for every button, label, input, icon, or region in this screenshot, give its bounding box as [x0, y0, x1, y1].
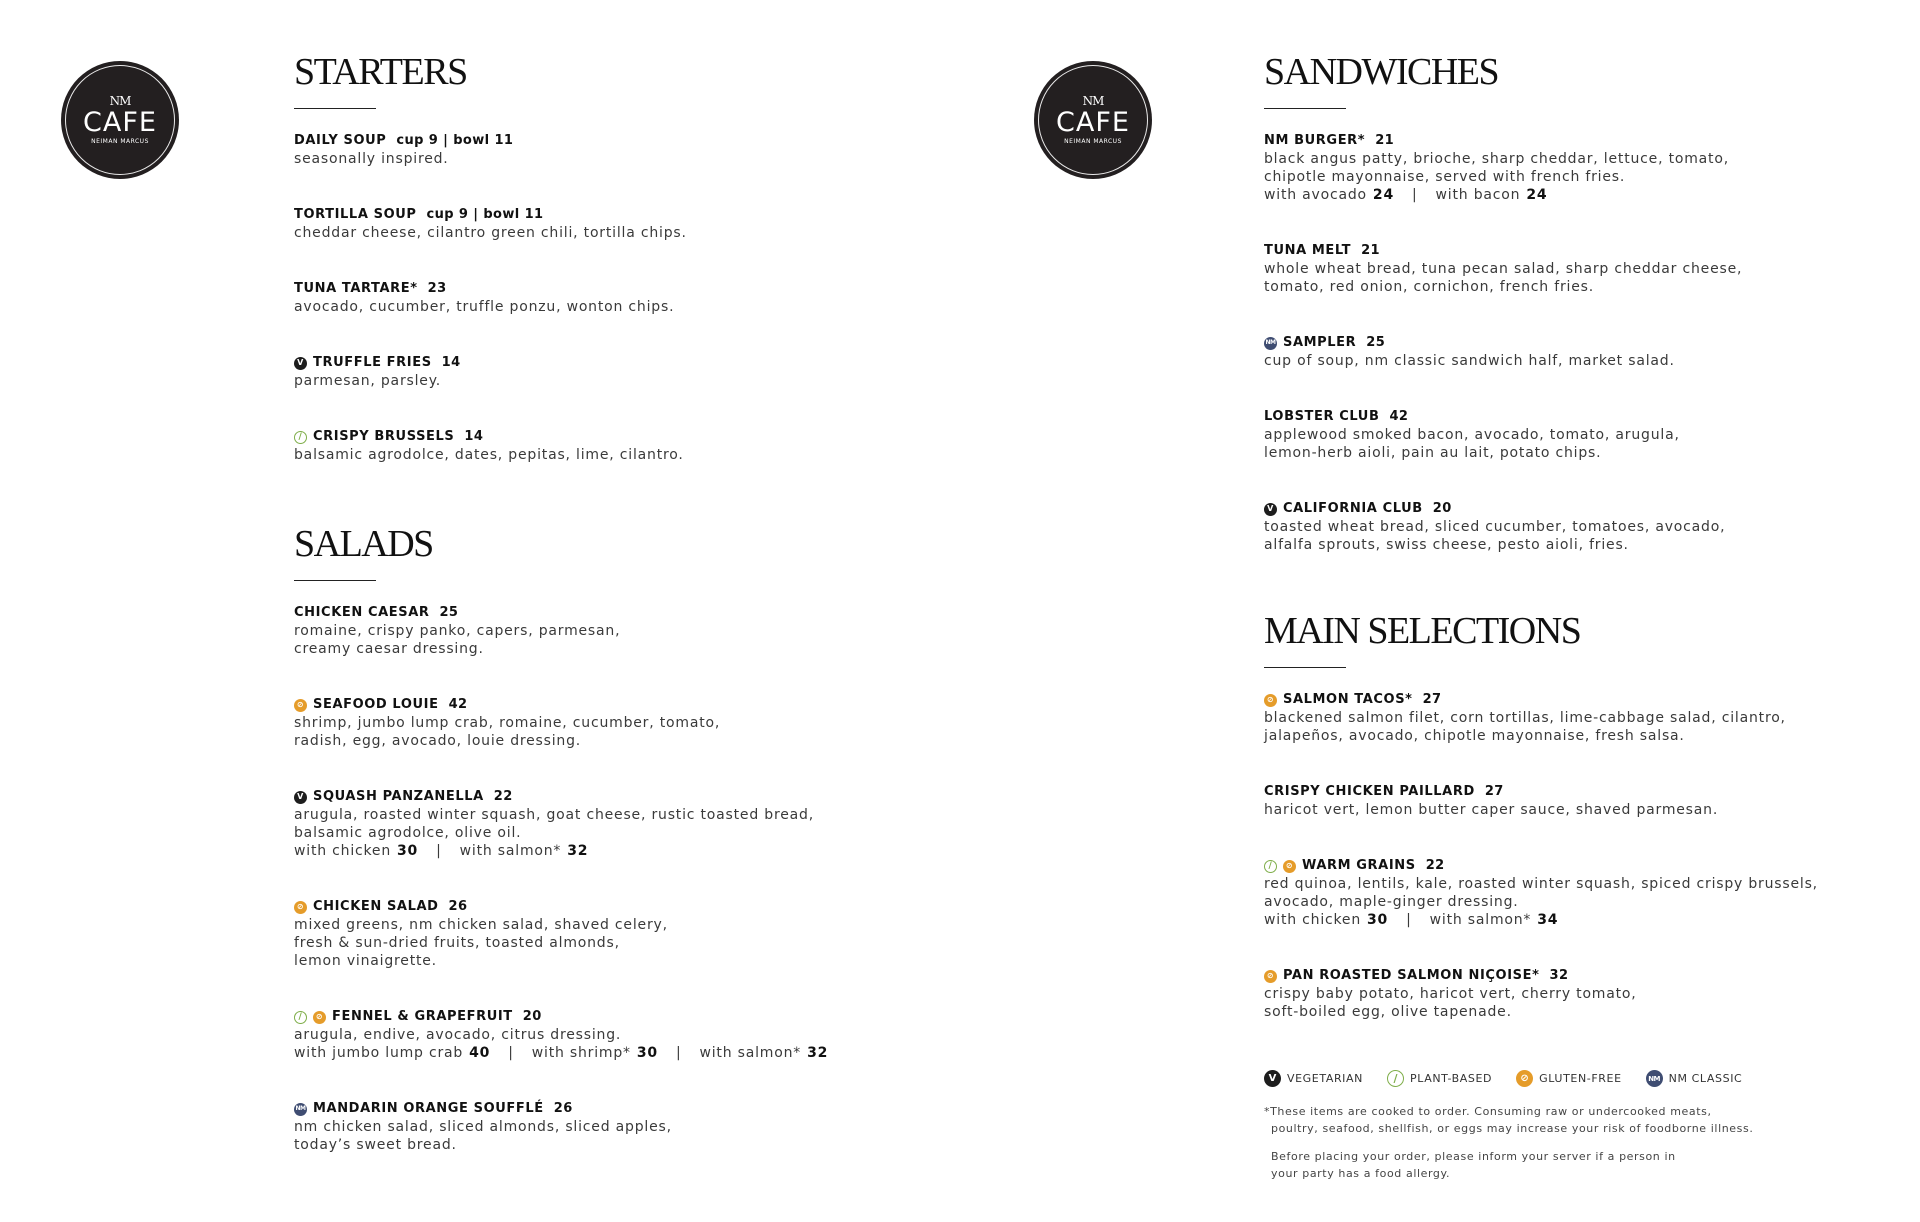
menu-item-name: DAILY SOUP	[294, 133, 387, 148]
menu-item-description: applewood smoked bacon, avocado, tomato, arugula,	[1264, 427, 1680, 443]
menu-item	[294, 788, 854, 860]
vegetarian-icon: V	[294, 791, 307, 804]
menu-item-description: jalapeños, avocado, chipotle mayonnaise, fresh salsa.	[1264, 728, 1685, 744]
menu-item-header	[1264, 132, 1824, 150]
menu-item-name: CRISPY BRUSSELS	[313, 429, 455, 444]
section-divider	[1264, 667, 1346, 668]
legend-label: GLUTEN-FREE	[1539, 1072, 1622, 1085]
plant-based-icon: ∕	[1264, 860, 1277, 873]
menu-item-description: red quinoa, lentils, kale, roasted winter squash, spiced crispy brussels,	[1264, 876, 1818, 892]
menu-item-name: SEAFOOD LOUIE	[313, 697, 439, 712]
menu-item-header	[294, 898, 854, 916]
menu-item-name: NM BURGER*	[1264, 133, 1366, 148]
legend-item	[1387, 1070, 1492, 1087]
menu-item-name: CRISPY CHICKEN PAILLARD	[1264, 784, 1475, 799]
cafe-logo-left	[61, 61, 179, 179]
addon-label: with salmon*	[699, 1045, 802, 1061]
menu-item-description: crispy baby potato, haricot vert, cherry tomato,	[1264, 986, 1637, 1002]
menu-item-header	[294, 788, 854, 806]
addon-price: 40	[469, 1045, 491, 1061]
menu-item-description: lemon-herb aioli, pain au lait, potato chips.	[1264, 445, 1602, 461]
legend-label: PLANT-BASED	[1409, 1072, 1493, 1085]
addon-label: with salmon*	[459, 843, 562, 859]
menu-item-header	[294, 206, 854, 224]
menu-item-price: 23	[427, 281, 447, 296]
menu-item-description: avocado, maple-ginger dressing.	[1264, 894, 1519, 910]
menu-item	[1264, 334, 1824, 370]
menu-item	[294, 132, 854, 168]
menu-item-description: balsamic agrodolce, dates, pepitas, lime, cilantro.	[294, 447, 684, 463]
menu-item-description: blackened salmon filet, corn tortillas, lime-cabbage salad, cilantro,	[1264, 710, 1786, 726]
gluten-free-icon: ⊘	[1283, 860, 1296, 873]
menu-section	[294, 50, 854, 464]
menu-item-description: haricot vert, lemon butter caper sauce, shaved parmesan.	[1264, 802, 1719, 818]
menu-item-name: LOBSTER CLUB	[1264, 409, 1380, 424]
menu-item-price: 20	[1432, 501, 1452, 516]
dietary-legend	[1264, 1070, 1766, 1087]
menu-item-name: CALIFORNIA CLUB	[1283, 501, 1423, 516]
menu-item-header	[1264, 242, 1824, 260]
menu-item-addons	[294, 842, 854, 860]
addon-separator: |	[1412, 187, 1418, 203]
menu-item	[294, 428, 854, 464]
menu-item-header	[294, 1100, 854, 1118]
menu-item-description: whole wheat bread, tuna pecan salad, sharp cheddar cheese,	[1264, 261, 1743, 277]
menu-item-name: SQUASH PANZANELLA	[313, 789, 484, 804]
logo-monogram: NM	[109, 94, 131, 108]
nm-classic-icon: NM	[1264, 337, 1277, 350]
footnote-line: *These items are cooked to order. Consuming raw or undercooked meats,	[1264, 1105, 1712, 1118]
menu-item-header	[294, 280, 854, 298]
menu-item-price: 26	[553, 1101, 573, 1116]
menu-item-price: 22	[1425, 858, 1445, 873]
footnote-line: poultry, seafood, shellfish, or eggs may increase your risk of foodborne illness.	[1271, 1122, 1754, 1135]
legend-label: NM CLASSIC	[1668, 1072, 1743, 1085]
menu-item-header	[1264, 408, 1824, 426]
menu-item	[294, 354, 854, 390]
menu-item-name: PAN ROASTED SALMON NIÇOISE*	[1283, 968, 1540, 983]
addon-label: with avocado	[1264, 187, 1367, 203]
menu-item	[294, 280, 854, 316]
footnote-line: Before placing your order, please inform your server if a person in	[1271, 1150, 1676, 1163]
gluten-free-icon: ⊘	[294, 699, 307, 712]
menu-item-price: 25	[1366, 335, 1386, 350]
menu-item-header	[294, 696, 854, 714]
menu-item-name: MANDARIN ORANGE SOUFFLÉ	[313, 1101, 544, 1116]
addon-price: 34	[1537, 912, 1559, 928]
menu-item-description: black angus patty, brioche, sharp cheddar, lettuce, tomato,	[1264, 151, 1729, 167]
menu-item-price: 14	[464, 429, 484, 444]
cafe-logo-right	[1034, 61, 1152, 179]
menu-item	[1264, 857, 1824, 929]
plant-based-icon: ∕	[294, 431, 307, 444]
menu-item-name: TUNA MELT	[1264, 243, 1352, 258]
logo-subtitle: NEIMAN MARCUS	[1064, 138, 1122, 145]
menu-item-price: 20	[522, 1009, 542, 1024]
legend-item	[1516, 1070, 1622, 1087]
menu-item-description: fresh & sun-dried fruits, toasted almonds,	[294, 935, 620, 951]
addon-separator: |	[436, 843, 442, 859]
addon-label: with chicken	[1264, 912, 1362, 928]
menu-item	[1264, 500, 1824, 554]
gluten-free-icon: ⊘	[1516, 1070, 1533, 1087]
menu-item-description: creamy caesar dressing.	[294, 641, 484, 657]
menu-item-description: parmesan, parsley.	[294, 373, 442, 389]
addon-label: with jumbo lump crab	[294, 1045, 464, 1061]
menu-item-description: alfalfa sprouts, swiss cheese, pesto aioli, fries.	[1264, 537, 1629, 553]
menu-item	[294, 898, 854, 970]
section-title: STARTERS	[294, 51, 467, 93]
menu-item-name: SAMPLER	[1283, 335, 1357, 350]
menu-item-header	[294, 132, 854, 150]
menu-item-price: 27	[1484, 784, 1504, 799]
section-title: SANDWICHES	[1264, 51, 1499, 93]
menu-item-description: lemon vinaigrette.	[294, 953, 437, 969]
addon-label: with shrimp*	[531, 1045, 631, 1061]
nm-classic-icon: NM	[294, 1103, 307, 1116]
plant-based-icon: ∕	[294, 1011, 307, 1024]
menu-item	[1264, 967, 1824, 1021]
menu-section	[1264, 50, 1824, 554]
menu-item-description: arugula, endive, avocado, citrus dressing.	[294, 1027, 622, 1043]
menu-item-addons	[1264, 911, 1824, 929]
allergy-notice	[1264, 1148, 1824, 1182]
footnotes	[1264, 1103, 1824, 1182]
menu-item-price: 21	[1375, 133, 1395, 148]
menu-item	[1264, 132, 1824, 204]
addon-label: with bacon	[1435, 187, 1521, 203]
menu-section	[1264, 609, 1824, 1021]
menu-item-name: CHICKEN SALAD	[313, 899, 439, 914]
menu-item	[294, 206, 854, 242]
menu-item-header	[294, 354, 854, 372]
logo-name: CAFE	[1056, 107, 1130, 138]
menu-item-description: avocado, cucumber, truffle ponzu, wonton chips.	[294, 299, 675, 315]
addon-separator: |	[1406, 912, 1412, 928]
addon-price: 30	[636, 1045, 658, 1061]
menu-item	[1264, 783, 1824, 819]
legend-item	[1646, 1070, 1743, 1087]
menu-section	[294, 522, 854, 1154]
addon-price: 24	[1526, 187, 1548, 203]
vegetarian-icon: V	[1264, 1070, 1281, 1087]
footnote-line: your party has a food allergy.	[1271, 1167, 1451, 1180]
menu-item-name: WARM GRAINS	[1302, 858, 1416, 873]
menu-column-right	[1264, 50, 1824, 1021]
menu-column-left	[294, 50, 854, 1154]
section-divider	[294, 108, 376, 109]
menu-item-description: mixed greens, nm chicken salad, shaved celery,	[294, 917, 668, 933]
addon-price: 32	[567, 843, 589, 859]
addon-price: 30	[1367, 912, 1389, 928]
menu-item-description: radish, egg, avocado, louie dressing.	[294, 733, 582, 749]
menu-item-price: cup 9 | bowl 11	[396, 133, 514, 148]
menu-item-description: nm chicken salad, sliced almonds, sliced apples,	[294, 1119, 672, 1135]
addon-price: 30	[397, 843, 419, 859]
section-title: MAIN SELECTIONS	[1264, 610, 1581, 652]
menu-item-header	[294, 1008, 854, 1026]
menu-item-description: seasonally inspired.	[294, 151, 449, 167]
gluten-free-icon: ⊘	[1264, 970, 1277, 983]
menu-item	[1264, 691, 1824, 745]
menu-item-addons	[294, 1044, 854, 1062]
logo-subtitle: NEIMAN MARCUS	[91, 138, 149, 145]
menu-item-price: 27	[1422, 692, 1442, 707]
menu-item-description: cup of soup, nm classic sandwich half, market salad.	[1264, 353, 1675, 369]
menu-item-description: balsamic agrodolce, olive oil.	[294, 825, 522, 841]
menu-item-price: 32	[1549, 968, 1569, 983]
menu-item-header	[1264, 500, 1824, 518]
menu-item-header	[1264, 783, 1824, 801]
menu-item-description: toasted wheat bread, sliced cucumber, tomatoes, avocado,	[1264, 519, 1726, 535]
menu-item-price: cup 9 | bowl 11	[426, 207, 544, 222]
logo-name: CAFE	[83, 107, 157, 138]
menu-item-price: 42	[448, 697, 468, 712]
addon-label: with salmon*	[1429, 912, 1532, 928]
menu-item-description: shrimp, jumbo lump crab, romaine, cucumber, tomato,	[294, 715, 721, 731]
menu-item-header	[1264, 691, 1824, 709]
section-divider	[1264, 108, 1346, 109]
menu-item-header	[294, 604, 854, 622]
menu-item-header	[1264, 334, 1824, 352]
menu-item	[294, 1100, 854, 1154]
menu-item-description: arugula, roasted winter squash, goat cheese, rustic toasted bread,	[294, 807, 814, 823]
legend-label: VEGETARIAN	[1287, 1072, 1363, 1085]
menu-item-price: 21	[1361, 243, 1381, 258]
menu-item	[1264, 242, 1824, 296]
menu-item-price: 22	[493, 789, 513, 804]
nm-classic-icon: NM	[1646, 1070, 1663, 1087]
addon-separator: |	[508, 1045, 514, 1061]
vegetarian-icon: V	[1264, 503, 1277, 516]
addon-price: 32	[807, 1045, 829, 1061]
section-title: SALADS	[294, 523, 433, 565]
section-divider	[294, 580, 376, 581]
plant-based-icon: ∕	[1387, 1070, 1404, 1087]
menu-item-description: soft-boiled egg, olive tapenade.	[1264, 1004, 1512, 1020]
menu-item	[294, 696, 854, 750]
menu-item-price: 14	[441, 355, 461, 370]
menu-item-description: chipotle mayonnaise, served with french fries.	[1264, 169, 1626, 185]
menu-item	[294, 1008, 854, 1062]
menu-item-header	[294, 428, 854, 446]
menu-item-name: TORTILLA SOUP	[294, 207, 417, 222]
raw-food-warning	[1264, 1103, 1824, 1137]
menu-item-description: today’s sweet bread.	[294, 1137, 457, 1153]
menu-item-name: TRUFFLE FRIES	[313, 355, 432, 370]
menu-item-addons	[1264, 186, 1824, 204]
addon-price: 24	[1372, 187, 1395, 203]
menu-item	[1264, 408, 1824, 462]
menu-item-price: 26	[448, 899, 468, 914]
vegetarian-icon: V	[294, 357, 307, 370]
gluten-free-icon: ⊘	[1264, 694, 1277, 707]
menu-item-header	[1264, 857, 1824, 875]
menu-item-name: TUNA TARTARE*	[294, 281, 418, 296]
menu-item-name: SALMON TACOS*	[1283, 692, 1413, 707]
menu-item-name: FENNEL & GRAPEFRUIT	[332, 1009, 513, 1024]
gluten-free-icon: ⊘	[294, 901, 307, 914]
menu-item-name: CHICKEN CAESAR	[294, 605, 430, 620]
menu-item	[294, 604, 854, 658]
gluten-free-icon: ⊘	[313, 1011, 326, 1024]
menu-item-price: 25	[439, 605, 459, 620]
menu-item-header	[1264, 967, 1824, 985]
menu-item-description: cheddar cheese, cilantro green chili, tortilla chips.	[294, 225, 687, 241]
addon-separator: |	[675, 1045, 682, 1061]
logo-monogram: NM	[1082, 94, 1104, 108]
addon-label: with chicken	[294, 843, 392, 859]
menu-item-description: romaine, crispy panko, capers, parmesan,	[294, 623, 621, 639]
legend-item	[1264, 1070, 1363, 1087]
menu-item-price: 42	[1389, 409, 1409, 424]
menu-item-description: tomato, red onion, cornichon, french fries.	[1264, 279, 1594, 295]
